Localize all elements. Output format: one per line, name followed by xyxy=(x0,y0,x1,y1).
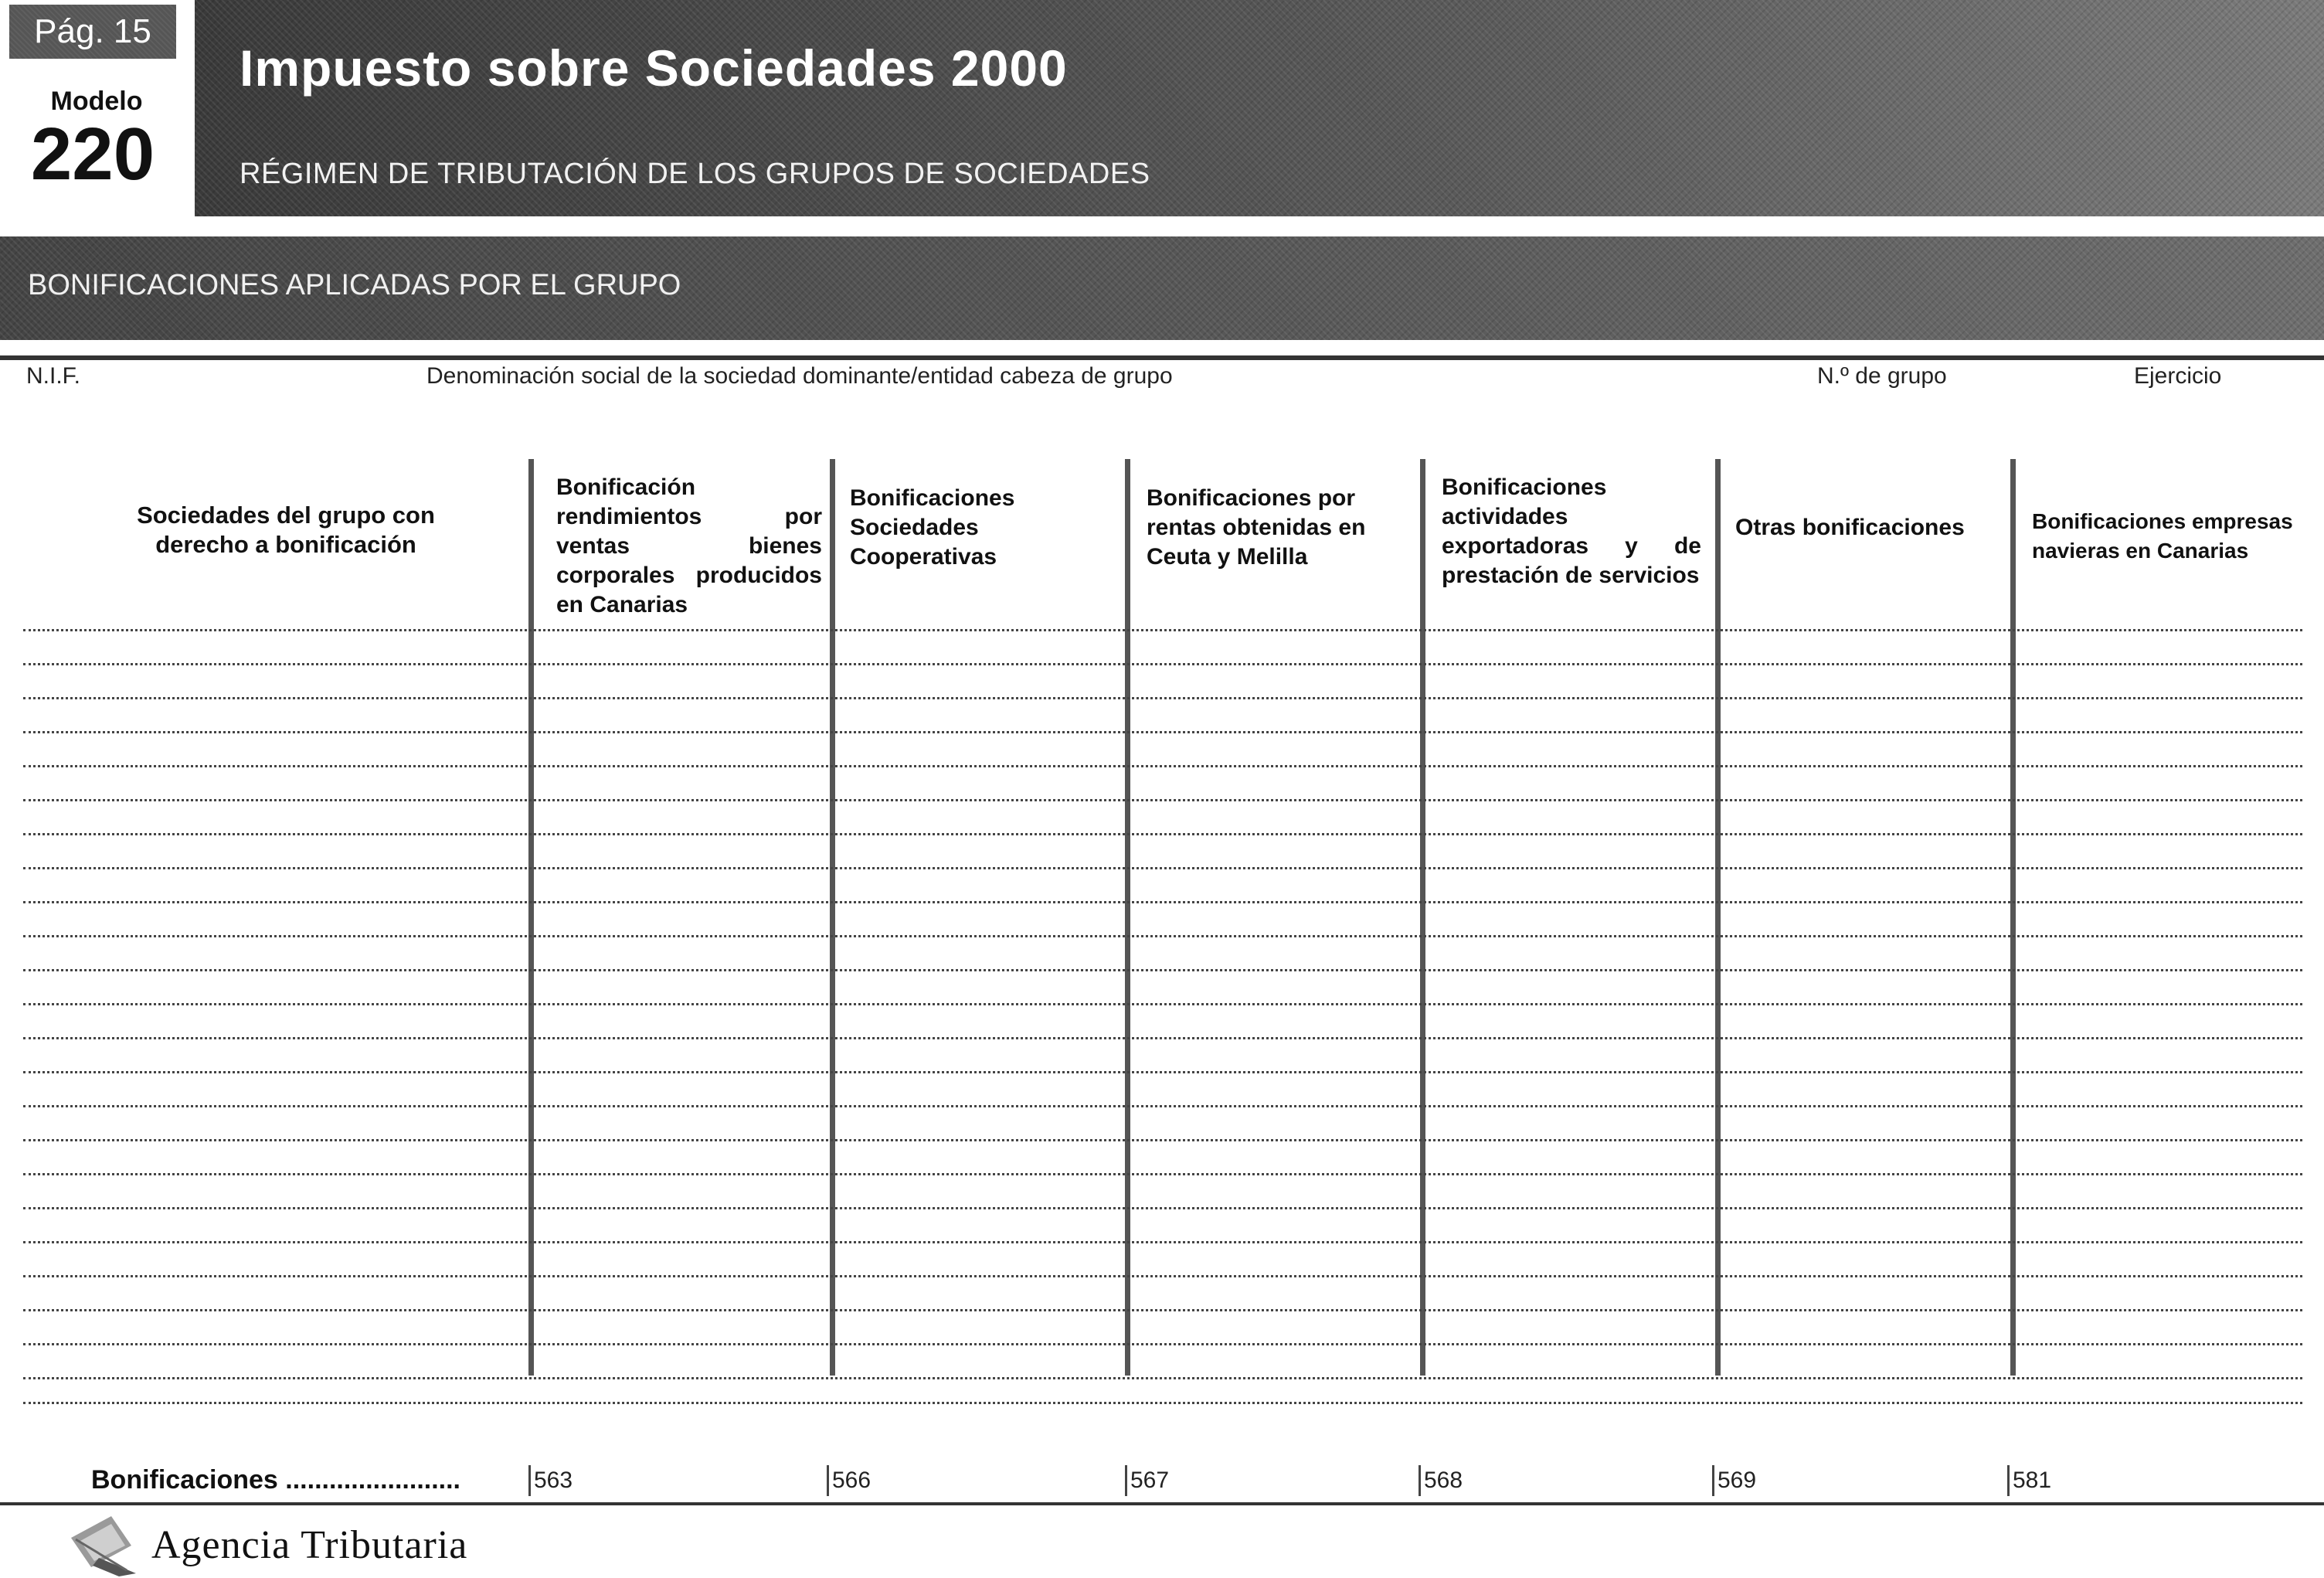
grupo-label: N.º de grupo xyxy=(1817,363,1947,389)
modelo-label: Modelo xyxy=(50,87,143,116)
column-separator xyxy=(1715,459,1721,1376)
entry-row[interactable] xyxy=(23,1105,2302,1107)
agency-logo-icon xyxy=(65,1512,142,1576)
entry-row[interactable] xyxy=(23,867,2302,869)
column-header-ceuta-melilla: Bonificaciones por rentas obtenidas en Ceuta y Melilla xyxy=(1147,485,1366,570)
total-box-567[interactable]: 567 xyxy=(1125,1465,1169,1496)
totals-label: Bonificaciones ........................ xyxy=(91,1465,460,1495)
page-number-label: Pág. 15 xyxy=(34,12,151,50)
column-separator xyxy=(528,459,534,1376)
column-header-cooperativas: Bonificaciones Sociedades Cooperativas xyxy=(850,485,1015,570)
total-box-563[interactable]: 563 xyxy=(528,1465,573,1496)
entry-row[interactable] xyxy=(23,1241,2302,1243)
agency-name: Agencia Tributaria xyxy=(151,1523,468,1567)
entry-row[interactable] xyxy=(23,901,2302,903)
ejercicio-label: Ejercicio xyxy=(2134,363,2222,389)
entry-row[interactable] xyxy=(23,663,2302,665)
total-box-566[interactable]: 566 xyxy=(827,1465,871,1496)
total-box-581[interactable]: 581 xyxy=(2007,1465,2051,1496)
entry-row[interactable] xyxy=(23,1003,2302,1005)
column-header-exportadoras: Bonificaciones actividades exportadoras y de prestación de servicios xyxy=(1442,474,1701,588)
entry-row[interactable] xyxy=(23,1139,2302,1141)
entry-row[interactable] xyxy=(23,1377,2302,1379)
entry-row[interactable] xyxy=(23,833,2302,835)
column-separator xyxy=(2010,459,2016,1376)
column-header-otras: Otras bonificaciones xyxy=(1735,515,1965,540)
section-title: BONIFICACIONES APLICADAS POR EL GRUPO xyxy=(28,269,681,301)
entry-row[interactable] xyxy=(23,1071,2302,1073)
denominacion-label: Denominación social de la sociedad dominante/entidad cabeza de grupo xyxy=(426,363,1173,389)
entry-row[interactable] xyxy=(23,1037,2302,1039)
entry-row[interactable] xyxy=(23,697,2302,699)
total-box-569[interactable]: 569 xyxy=(1712,1465,1756,1496)
modelo-number: 220 xyxy=(30,113,155,196)
column-header-sociedades: Sociedades del grupo con derecho a bonificación xyxy=(137,502,435,558)
page-title: Impuesto sobre Sociedades 2000 xyxy=(240,39,1068,97)
entry-row[interactable] xyxy=(23,1343,2302,1345)
entry-row[interactable] xyxy=(23,1402,2302,1404)
entry-row[interactable] xyxy=(23,1173,2302,1175)
entry-row[interactable] xyxy=(23,1309,2302,1311)
entry-row[interactable] xyxy=(23,629,2302,631)
page-subtitle: RÉGIMEN DE TRIBUTACIÓN DE LOS GRUPOS DE SOCIEDADES xyxy=(240,158,1150,190)
bottom-rule xyxy=(0,1502,2324,1505)
column-separator xyxy=(830,459,835,1376)
entry-row[interactable] xyxy=(23,1275,2302,1277)
column-separator xyxy=(1420,459,1425,1376)
column-separator xyxy=(1125,459,1130,1376)
entry-row[interactable] xyxy=(23,1207,2302,1209)
entry-row[interactable] xyxy=(23,799,2302,801)
column-header-canarias: Bonificación rendimientos por ventas bienes corporales producidos en Canarias xyxy=(556,474,822,617)
info-top-rule xyxy=(0,355,2324,360)
entry-row[interactable] xyxy=(23,969,2302,971)
entry-row[interactable] xyxy=(23,731,2302,733)
entry-row[interactable] xyxy=(23,765,2302,767)
entry-row[interactable] xyxy=(23,935,2302,937)
total-box-568[interactable]: 568 xyxy=(1419,1465,1463,1496)
nif-label: N.I.F. xyxy=(26,363,81,389)
column-header-navieras: Bonificaciones empresas navieras en Canarias xyxy=(2032,509,2293,563)
